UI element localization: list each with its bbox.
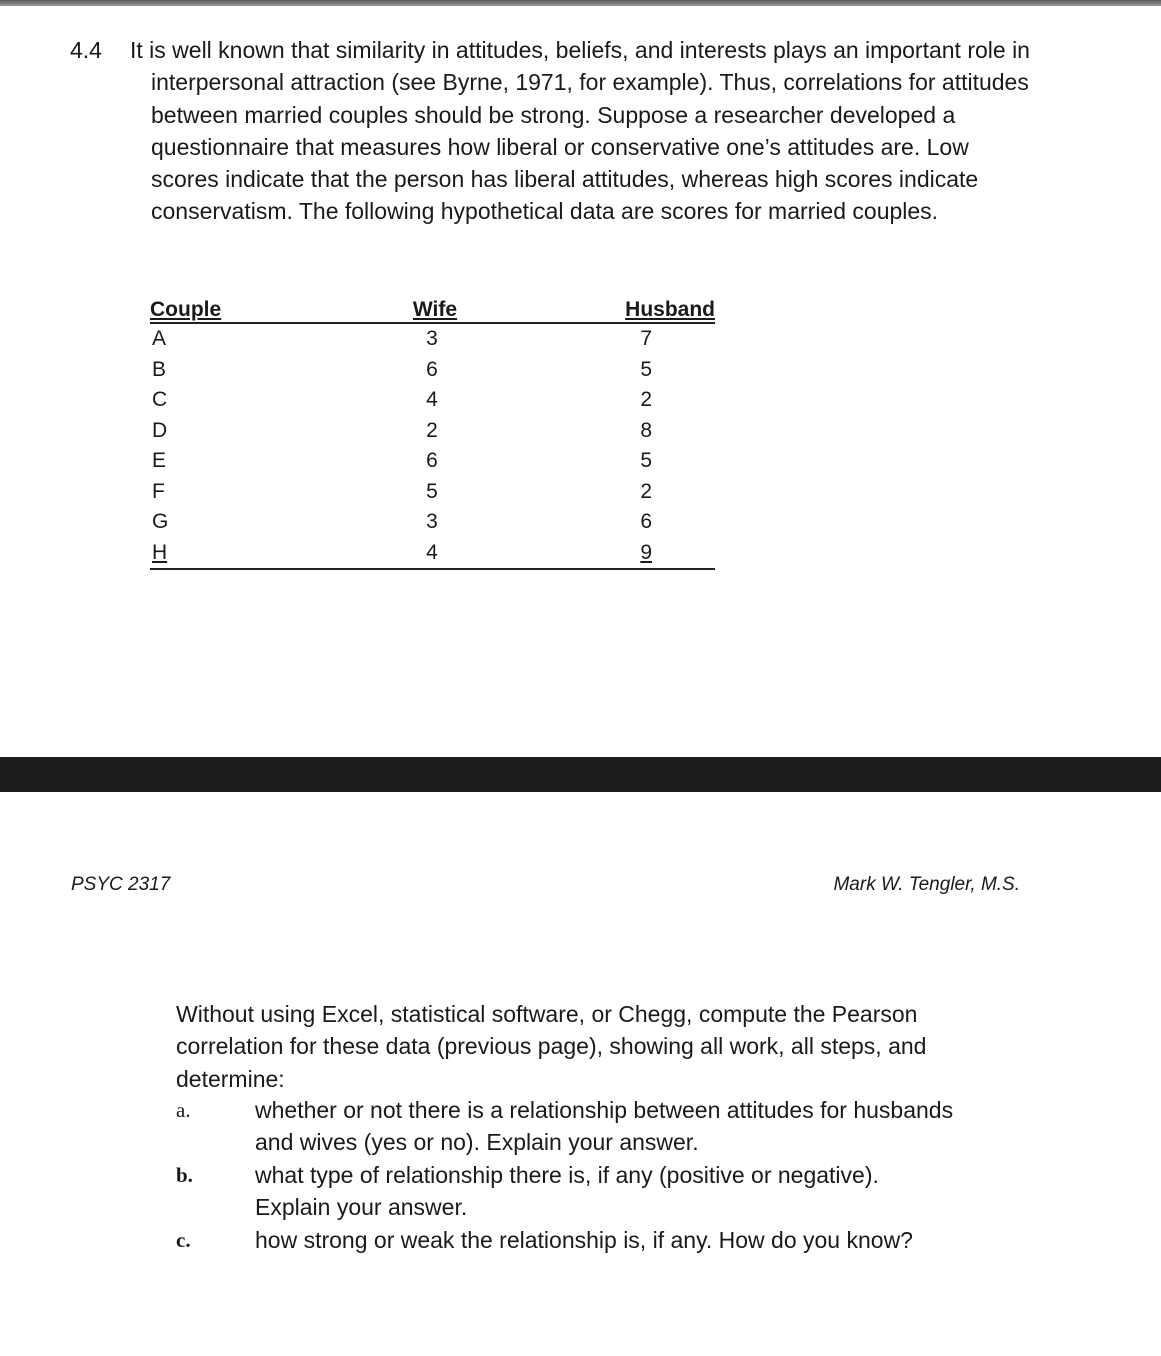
cell-couple: D bbox=[152, 418, 168, 442]
item-text: whether or not there is a relationship between attitudes for husbands and wives (yes or no). Explain your answer. bbox=[255, 1097, 954, 1156]
cell-wife: 6 bbox=[426, 449, 438, 473]
list-item bbox=[176, 1094, 1036, 1159]
list-item bbox=[176, 1159, 1036, 1224]
table-row bbox=[150, 323, 715, 355]
cell-wife: 5 bbox=[426, 479, 438, 503]
item-text: how strong or weak the relationship is, if any. How do you know? bbox=[255, 1227, 913, 1253]
table-header-row bbox=[150, 292, 715, 323]
table-row bbox=[150, 355, 715, 386]
header-couple: Couple bbox=[150, 292, 352, 323]
cell-husband: 8 bbox=[640, 418, 652, 442]
table-row bbox=[150, 385, 715, 416]
item-text: what type of relationship there is, if any (positive or negative). Explain your answer. bbox=[255, 1162, 879, 1221]
cell-couple: A bbox=[152, 327, 167, 351]
cell-husband: 2 bbox=[640, 388, 652, 412]
cell-husband: 2 bbox=[640, 479, 652, 503]
cell-couple: F bbox=[152, 479, 165, 503]
couples-data-table bbox=[150, 292, 715, 570]
cell-husband: 6 bbox=[640, 510, 652, 534]
cell-wife: 6 bbox=[426, 357, 438, 381]
list-item bbox=[176, 1224, 1036, 1256]
cell-wife: 4 bbox=[426, 388, 438, 412]
table-row bbox=[150, 538, 715, 570]
course-code: PSYC 2317 bbox=[71, 874, 171, 895]
cell-wife: 2 bbox=[426, 418, 438, 442]
table-row bbox=[150, 416, 715, 447]
problem-text: It is well known that similarity in attitudes, beliefs, and interests plays an important role in interpersonal attraction (see Byrne, 1971, for example). Thus, correlations for attitudes between married couples should be strong. Suppose a researcher developed a questionnaire that measures how liberal or conservative one’s attitudes are. Low scores indicate that the person has liberal attitudes, whereas high scores indicate conservatism. The following hypothetical data are scores for married couples. bbox=[130, 37, 1030, 225]
table-row bbox=[150, 446, 715, 477]
problem-number: 4.4 bbox=[70, 37, 102, 63]
cell-couple: G bbox=[152, 510, 169, 534]
cell-husband: 5 bbox=[640, 357, 652, 381]
instructions-intro: Without using Excel, statistical software, or Chegg, compute the Pearson correlation for these data (previous page), showing all work, all steps, and determine: bbox=[176, 1001, 927, 1092]
cell-couple: E bbox=[152, 449, 167, 473]
cell-wife: 3 bbox=[426, 327, 438, 351]
cell-couple: B bbox=[152, 357, 167, 381]
cell-husband: 9 bbox=[518, 538, 715, 570]
page-break-bar bbox=[0, 757, 1161, 792]
table-row bbox=[150, 507, 715, 538]
item-marker: c. bbox=[176, 1228, 191, 1252]
item-marker: a. bbox=[176, 1098, 191, 1122]
item-marker: b. bbox=[176, 1163, 193, 1187]
cell-wife: 4 bbox=[352, 538, 518, 570]
table-row bbox=[150, 477, 715, 508]
cell-couple: C bbox=[152, 388, 168, 412]
cell-wife: 3 bbox=[426, 510, 438, 534]
cell-husband: 7 bbox=[640, 327, 652, 351]
top-edge-bar bbox=[0, 0, 1161, 6]
cell-couple: H bbox=[150, 538, 352, 570]
author-name: Mark W. Tengler, M.S. bbox=[833, 874, 1020, 895]
header-husband: Husband bbox=[518, 292, 715, 323]
cell-husband: 5 bbox=[640, 449, 652, 473]
header-wife: Wife bbox=[352, 292, 518, 323]
